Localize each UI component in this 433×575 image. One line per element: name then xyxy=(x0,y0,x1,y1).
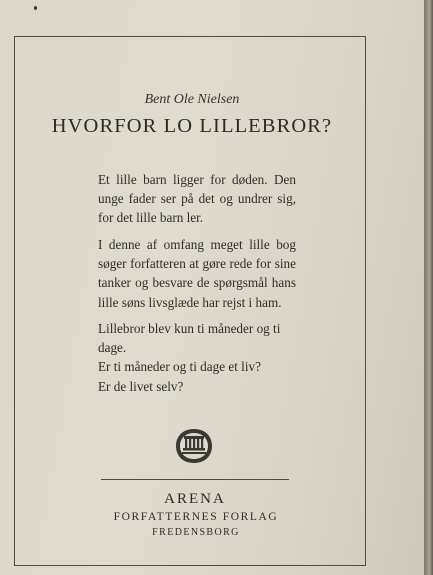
book-edge xyxy=(424,0,433,575)
paragraph-3: Lillebror blev kun ti måneder og ti dage. Er ti måneder og ti dage et liv? Er de livet selv? xyxy=(98,321,281,394)
ink-speck xyxy=(34,6,37,10)
paragraph-2: I denne af omfang meget lille bog søger forfatteren at gøre rede for sine tanker og besvare de spørgsmål hans lille søns livsglæde har rejst i ham. xyxy=(98,237,296,310)
publisher-emblem-icon xyxy=(174,427,214,465)
publisher-name: ARENA xyxy=(164,491,226,507)
divider-rule xyxy=(101,479,289,480)
publisher-place: FREDENSBORG xyxy=(152,527,240,538)
publisher-imprint: FORFATTERNES FORLAG xyxy=(113,511,279,523)
author-name: Bent Ole Nielsen xyxy=(144,92,240,107)
paragraph-1: Et lille barn ligger for døden. Den unge fader ser på det og undrer sig, for det lille barn ler. xyxy=(98,172,296,226)
book-title: HVORFOR LO LILLEBROR? xyxy=(51,115,333,137)
